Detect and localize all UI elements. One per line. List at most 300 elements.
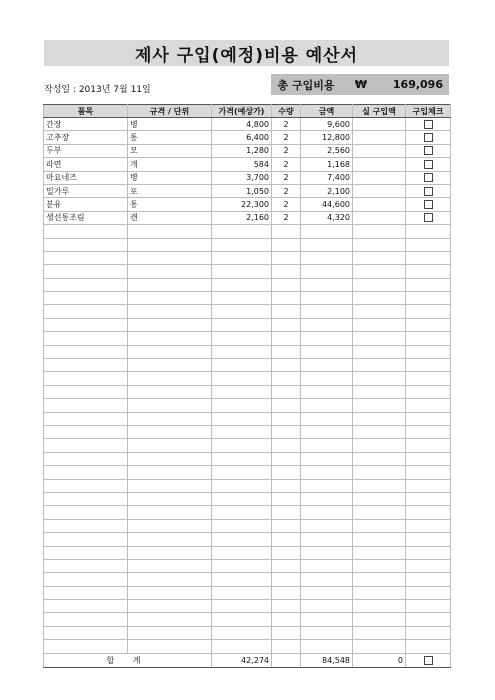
item-actual-cell[interactable] — [353, 412, 406, 425]
item-check-cell[interactable] — [406, 613, 451, 626]
item-unit-cell — [128, 506, 212, 519]
item-check-cell[interactable] — [406, 292, 451, 305]
item-unit-cell — [128, 626, 212, 639]
item-price-cell — [212, 479, 272, 492]
item-name-cell — [44, 265, 128, 278]
item-check-cell[interactable] — [406, 492, 451, 505]
table-row — [44, 600, 451, 613]
item-unit-cell — [128, 492, 212, 505]
item-amount-cell: 2,100 — [301, 184, 353, 197]
item-unit-cell — [128, 238, 212, 251]
item-check-cell[interactable] — [406, 640, 451, 653]
item-actual-cell[interactable] — [353, 466, 406, 479]
table-row — [44, 573, 451, 586]
item-check-cell[interactable] — [406, 278, 451, 291]
item-actual-cell[interactable] — [353, 425, 406, 438]
item-amount-cell — [301, 318, 353, 331]
item-amount-cell — [301, 399, 353, 412]
item-actual-cell[interactable] — [353, 626, 406, 639]
item-amount-cell — [301, 559, 353, 572]
table-header-row — [44, 105, 451, 118]
table-row — [44, 198, 451, 211]
item-price-cell — [212, 385, 272, 398]
item-actual-cell[interactable] — [353, 372, 406, 385]
item-qty-cell — [272, 345, 301, 358]
item-check-cell[interactable] — [406, 171, 451, 184]
item-amount-cell — [301, 225, 353, 238]
item-unit-cell — [128, 345, 212, 358]
item-name-cell — [44, 278, 128, 291]
item-unit-cell — [128, 586, 212, 599]
item-name-cell — [44, 492, 128, 505]
item-actual-cell[interactable] — [353, 238, 406, 251]
col-header-item: 품목 — [44, 105, 128, 118]
sum-amount: 84,548 — [301, 653, 353, 667]
item-qty-cell — [272, 359, 301, 372]
item-qty-cell: 2 — [272, 158, 301, 171]
item-actual-cell[interactable] — [353, 292, 406, 305]
item-price-cell — [212, 345, 272, 358]
item-actual-cell[interactable] — [353, 184, 406, 197]
item-actual-cell[interactable] — [353, 519, 406, 532]
item-name-cell: 고추장 — [44, 131, 128, 144]
item-actual-cell[interactable] — [353, 492, 406, 505]
item-amount-cell — [301, 372, 353, 385]
item-unit-cell — [128, 519, 212, 532]
table-row — [44, 251, 451, 264]
item-price-cell — [212, 251, 272, 264]
item-qty-cell — [272, 278, 301, 291]
item-actual-cell[interactable] — [353, 385, 406, 398]
item-qty-cell — [272, 586, 301, 599]
item-check-cell[interactable] — [406, 184, 451, 197]
table-row — [44, 184, 451, 197]
item-actual-cell[interactable] — [353, 613, 406, 626]
created-date: 작성일 : 2013년 7월 11일 — [44, 85, 151, 95]
item-amount-cell: 9,600 — [301, 118, 353, 131]
item-name-cell: 라면 — [44, 158, 128, 171]
item-unit-cell — [128, 439, 212, 452]
item-unit-cell — [128, 332, 212, 345]
item-name-cell — [44, 292, 128, 305]
item-check-cell[interactable] — [406, 118, 451, 131]
sum-actual: 0 — [353, 653, 406, 667]
item-check-cell[interactable] — [406, 225, 451, 238]
item-amount-cell: 4,320 — [301, 211, 353, 224]
table-row — [44, 359, 451, 372]
item-check-cell[interactable] — [406, 158, 451, 171]
item-check-cell[interactable] — [406, 466, 451, 479]
item-actual-cell[interactable] — [353, 211, 406, 224]
item-price-cell: 1,050 — [212, 184, 272, 197]
col-header-qty: 수량 — [272, 105, 301, 118]
item-qty-cell — [272, 265, 301, 278]
table-row — [44, 452, 451, 465]
item-check-cell[interactable] — [406, 359, 451, 372]
item-price-cell — [212, 425, 272, 438]
item-name-cell — [44, 439, 128, 452]
table-row — [44, 131, 451, 144]
item-unit-cell — [128, 318, 212, 331]
item-amount-cell — [301, 251, 353, 264]
item-price-cell — [212, 506, 272, 519]
item-check-cell[interactable] — [406, 251, 451, 264]
item-unit-cell — [128, 600, 212, 613]
table-row — [44, 519, 451, 532]
item-price-cell — [212, 225, 272, 238]
item-unit-cell — [128, 372, 212, 385]
item-qty-cell — [272, 573, 301, 586]
item-price-cell — [212, 600, 272, 613]
checkbox-icon[interactable] — [424, 146, 433, 155]
item-name-cell — [44, 399, 128, 412]
item-actual-cell[interactable] — [353, 439, 406, 452]
item-amount-cell — [301, 466, 353, 479]
total-cost-amount: 169,096 — [392, 78, 443, 91]
col-header-amount: 금액 — [301, 105, 353, 118]
item-name-cell — [44, 466, 128, 479]
item-qty-cell: 2 — [272, 118, 301, 131]
item-qty-cell — [272, 225, 301, 238]
item-actual-cell[interactable] — [353, 198, 406, 211]
item-check-cell[interactable] — [406, 399, 451, 412]
item-unit-cell: 병 — [128, 118, 212, 131]
item-actual-cell[interactable] — [353, 546, 406, 559]
item-price-cell — [212, 278, 272, 291]
item-check-cell[interactable] — [406, 506, 451, 519]
item-amount-cell — [301, 519, 353, 532]
item-name-cell — [44, 385, 128, 398]
item-name-cell — [44, 225, 128, 238]
item-qty-cell — [272, 372, 301, 385]
checkbox-icon[interactable] — [424, 160, 433, 169]
item-actual-cell[interactable] — [353, 452, 406, 465]
sum-check-cell[interactable] — [406, 653, 451, 667]
item-check-cell[interactable] — [406, 519, 451, 532]
item-amount-cell — [301, 278, 353, 291]
item-unit-cell: 모 — [128, 144, 212, 157]
item-check-cell[interactable] — [406, 425, 451, 438]
item-name-cell: 마요네즈 — [44, 171, 128, 184]
checkbox-icon[interactable] — [424, 173, 433, 182]
item-name-cell — [44, 425, 128, 438]
item-unit-cell — [128, 385, 212, 398]
table-row — [44, 425, 451, 438]
item-qty-cell — [272, 626, 301, 639]
item-actual-cell[interactable] — [353, 171, 406, 184]
item-actual-cell[interactable] — [353, 586, 406, 599]
item-unit-cell — [128, 292, 212, 305]
item-actual-cell[interactable] — [353, 131, 406, 144]
item-price-cell: 4,800 — [212, 118, 272, 131]
item-actual-cell[interactable] — [353, 144, 406, 157]
item-actual-cell[interactable] — [353, 225, 406, 238]
item-qty-cell — [272, 519, 301, 532]
item-unit-cell — [128, 573, 212, 586]
item-price-cell — [212, 305, 272, 318]
item-amount-cell — [301, 546, 353, 559]
item-price-cell — [212, 412, 272, 425]
item-name-cell — [44, 332, 128, 345]
item-price-cell — [212, 292, 272, 305]
item-amount-cell — [301, 332, 353, 345]
item-price-cell — [212, 452, 272, 465]
item-check-cell[interactable] — [406, 211, 451, 224]
item-qty-cell — [272, 292, 301, 305]
item-check-cell[interactable] — [406, 198, 451, 211]
item-name-cell: 생선통조림 — [44, 211, 128, 224]
item-price-cell — [212, 546, 272, 559]
item-name-cell — [44, 559, 128, 572]
total-row — [44, 653, 451, 667]
table-row — [44, 372, 451, 385]
sum-qty — [272, 653, 301, 667]
item-price-cell: 2,160 — [212, 211, 272, 224]
item-qty-cell — [272, 559, 301, 572]
item-unit-cell — [128, 225, 212, 238]
item-qty-cell — [272, 506, 301, 519]
table-row — [44, 278, 451, 291]
item-check-cell[interactable] — [406, 600, 451, 613]
item-qty-cell — [272, 492, 301, 505]
table-row — [44, 345, 451, 358]
col-header-unit: 규격 / 단위 — [128, 105, 212, 118]
item-actual-cell[interactable] — [353, 359, 406, 372]
item-unit-cell — [128, 278, 212, 291]
item-qty-cell — [272, 332, 301, 345]
item-name-cell — [44, 546, 128, 559]
item-name-cell: 간장 — [44, 118, 128, 131]
table-row — [44, 238, 451, 251]
item-check-cell[interactable] — [406, 412, 451, 425]
checkbox-icon[interactable] — [424, 200, 433, 209]
item-qty-cell: 2 — [272, 184, 301, 197]
item-actual-cell[interactable] — [353, 305, 406, 318]
item-actual-cell[interactable] — [353, 265, 406, 278]
item-price-cell — [212, 626, 272, 639]
item-price-cell — [212, 559, 272, 572]
total-cost-box — [271, 74, 449, 95]
item-amount-cell — [301, 613, 353, 626]
item-qty-cell — [272, 546, 301, 559]
item-unit-cell — [128, 452, 212, 465]
table-row — [44, 533, 451, 546]
item-actual-cell[interactable] — [353, 399, 406, 412]
item-check-cell[interactable] — [406, 345, 451, 358]
item-price-cell — [212, 573, 272, 586]
item-qty-cell: 2 — [272, 198, 301, 211]
item-check-cell[interactable] — [406, 546, 451, 559]
item-amount-cell: 2,560 — [301, 144, 353, 157]
item-actual-cell[interactable] — [353, 318, 406, 331]
item-qty-cell — [272, 251, 301, 264]
table-row — [44, 211, 451, 224]
item-qty-cell — [272, 385, 301, 398]
item-name-cell — [44, 318, 128, 331]
checkbox-icon[interactable] — [424, 133, 433, 142]
item-unit-cell: 통 — [128, 198, 212, 211]
checkbox-icon[interactable] — [424, 656, 433, 665]
item-check-cell[interactable] — [406, 533, 451, 546]
item-price-cell — [212, 238, 272, 251]
item-qty-cell — [272, 439, 301, 452]
item-qty-cell — [272, 600, 301, 613]
item-price-cell: 22,300 — [212, 198, 272, 211]
table-row — [44, 385, 451, 398]
item-qty-cell — [272, 318, 301, 331]
item-amount-cell: 12,800 — [301, 131, 353, 144]
item-qty-cell — [272, 452, 301, 465]
item-name-cell — [44, 479, 128, 492]
item-unit-cell: 캔 — [128, 211, 212, 224]
table-row — [44, 332, 451, 345]
item-name-cell — [44, 626, 128, 639]
item-name-cell — [44, 586, 128, 599]
item-qty-cell — [272, 425, 301, 438]
item-unit-cell — [128, 425, 212, 438]
table-row — [44, 439, 451, 452]
item-qty-cell — [272, 238, 301, 251]
item-actual-cell[interactable] — [353, 251, 406, 264]
item-check-cell[interactable] — [406, 626, 451, 639]
table-row — [44, 492, 451, 505]
item-price-cell: 6,400 — [212, 131, 272, 144]
item-name-cell — [44, 251, 128, 264]
item-qty-cell — [272, 613, 301, 626]
item-qty-cell — [272, 466, 301, 479]
item-name-cell — [44, 613, 128, 626]
checkbox-icon[interactable] — [424, 213, 433, 222]
item-amount-cell — [301, 626, 353, 639]
item-name-cell — [44, 452, 128, 465]
item-actual-cell[interactable] — [353, 533, 406, 546]
item-amount-cell — [301, 412, 353, 425]
item-name-cell — [44, 533, 128, 546]
item-actual-cell[interactable] — [353, 559, 406, 572]
item-amount-cell — [301, 385, 353, 398]
item-unit-cell — [128, 359, 212, 372]
item-price-cell — [212, 439, 272, 452]
table-row — [44, 479, 451, 492]
item-check-cell[interactable] — [406, 372, 451, 385]
item-amount-cell — [301, 573, 353, 586]
table-row — [44, 318, 451, 331]
table-row — [44, 506, 451, 519]
col-header-check: 구입체크 — [406, 105, 451, 118]
item-name-cell — [44, 412, 128, 425]
item-check-cell[interactable] — [406, 452, 451, 465]
item-qty-cell — [272, 533, 301, 546]
item-amount-cell — [301, 640, 353, 653]
table-row — [44, 613, 451, 626]
item-unit-cell — [128, 305, 212, 318]
item-price-cell — [212, 372, 272, 385]
item-check-cell[interactable] — [406, 439, 451, 452]
item-qty-cell — [272, 412, 301, 425]
item-check-cell[interactable] — [406, 318, 451, 331]
item-price-cell: 584 — [212, 158, 272, 171]
item-price-cell — [212, 613, 272, 626]
item-price-cell — [212, 519, 272, 532]
item-unit-cell: 포 — [128, 184, 212, 197]
item-qty-cell — [272, 479, 301, 492]
item-check-cell[interactable] — [406, 238, 451, 251]
currency-symbol: ₩ — [354, 78, 368, 91]
item-actual-cell[interactable] — [353, 600, 406, 613]
item-unit-cell — [128, 533, 212, 546]
item-name-cell — [44, 600, 128, 613]
item-name-cell — [44, 640, 128, 653]
item-amount-cell — [301, 359, 353, 372]
item-qty-cell: 2 — [272, 131, 301, 144]
item-actual-cell[interactable] — [353, 506, 406, 519]
item-actual-cell[interactable] — [353, 332, 406, 345]
item-check-cell[interactable] — [406, 559, 451, 572]
item-actual-cell[interactable] — [353, 118, 406, 131]
item-unit-cell — [128, 412, 212, 425]
item-actual-cell[interactable] — [353, 640, 406, 653]
table-row — [44, 546, 451, 559]
item-price-cell — [212, 466, 272, 479]
item-check-cell[interactable] — [406, 385, 451, 398]
table-row — [44, 626, 451, 639]
item-amount-cell — [301, 479, 353, 492]
item-check-cell[interactable] — [406, 332, 451, 345]
item-unit-cell: 병 — [128, 171, 212, 184]
item-amount-cell — [301, 452, 353, 465]
checkbox-icon[interactable] — [424, 187, 433, 196]
item-price-cell — [212, 332, 272, 345]
item-amount-cell — [301, 265, 353, 278]
item-price-cell: 1,280 — [212, 144, 272, 157]
table-row — [44, 158, 451, 171]
col-header-actual: 실 구입액 — [353, 105, 406, 118]
item-amount-cell — [301, 506, 353, 519]
item-actual-cell[interactable] — [353, 573, 406, 586]
item-name-cell — [44, 519, 128, 532]
item-actual-cell[interactable] — [353, 479, 406, 492]
item-actual-cell[interactable] — [353, 278, 406, 291]
item-unit-cell — [128, 559, 212, 572]
item-check-cell[interactable] — [406, 144, 451, 157]
item-check-cell[interactable] — [406, 265, 451, 278]
item-check-cell[interactable] — [406, 479, 451, 492]
table-row — [44, 225, 451, 238]
item-check-cell[interactable] — [406, 131, 451, 144]
item-actual-cell[interactable] — [353, 158, 406, 171]
item-price-cell — [212, 492, 272, 505]
total-cost-label: 총 구입비용 — [277, 78, 335, 92]
checkbox-icon[interactable] — [424, 120, 433, 129]
item-price-cell — [212, 359, 272, 372]
table-row — [44, 559, 451, 572]
item-amount-cell — [301, 492, 353, 505]
item-check-cell[interactable] — [406, 573, 451, 586]
item-check-cell[interactable] — [406, 305, 451, 318]
table-row — [44, 144, 451, 157]
table-row — [44, 292, 451, 305]
item-unit-cell: 통 — [128, 131, 212, 144]
item-check-cell[interactable] — [406, 586, 451, 599]
item-name-cell — [44, 359, 128, 372]
item-actual-cell[interactable] — [353, 345, 406, 358]
table-row — [44, 640, 451, 653]
table-row — [44, 399, 451, 412]
item-amount-cell — [301, 600, 353, 613]
col-header-price: 가격(예상가) — [212, 105, 272, 118]
item-amount-cell — [301, 425, 353, 438]
item-unit-cell: 개 — [128, 158, 212, 171]
